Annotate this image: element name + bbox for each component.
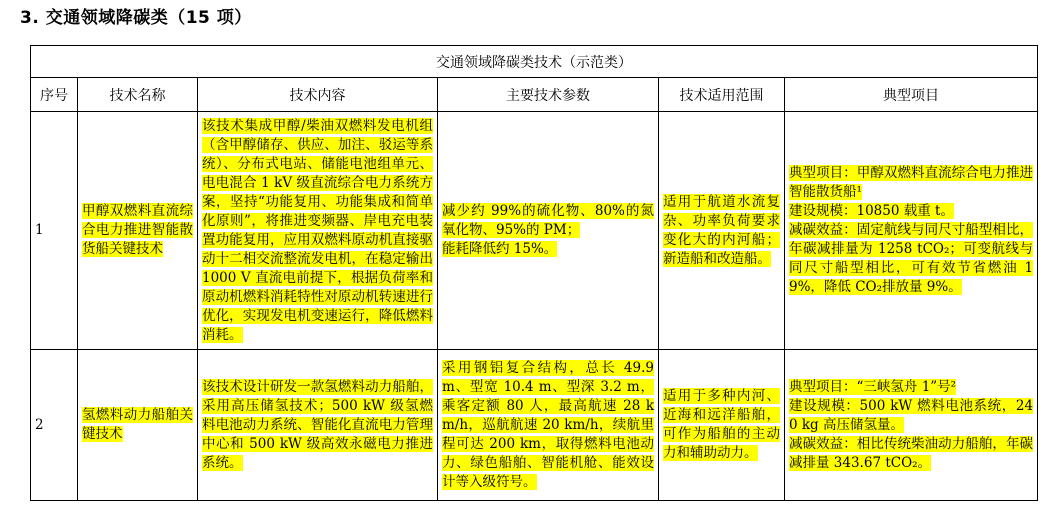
- section-title: 3. 交通领域降碳类（15 项）: [20, 8, 252, 28]
- row-seq: 2: [31, 350, 78, 501]
- row-main-params: [438, 112, 659, 350]
- tech-table: [30, 45, 1038, 501]
- table-header-row: [31, 78, 1038, 112]
- table-caption: 交通领域降碳类技术（示范类）: [31, 46, 1038, 78]
- tech-content-text: 该技术集成甲醇/柴油双燃料发电机组（含甲醇储存、供应、加注、驳运等系统）、分布式电站、储能电池组单元、电电混合 1 kV 级直流综合电力系统方案，坚持“功能复用、功能集成和简单化原则”，将推进变频器、岸电充电装置功能复用，应用双燃料原动机直接驱动十二相交流整流发电机，在稳定输出 1000 V 直流电前提下，根据负荷率和原动机燃料消耗特性对原动机转速进行优化，实现发电机变速运行，降低燃料消耗。: [202, 117, 433, 343]
- header-scope: 技术适用范围: [659, 78, 785, 112]
- row-tech-content: [198, 112, 438, 350]
- params-text: 减少约 99%的硫化物、80%的氮氧化物、95%的 PM；: [442, 203, 654, 238]
- project-name-text: 典型项目：甲醇双燃料直流综合电力推进智能散货船¹: [789, 165, 1034, 200]
- row-scope: [659, 112, 785, 350]
- row-typical-project: [785, 112, 1038, 350]
- row-seq: 1: [31, 112, 78, 350]
- project-benefit-text: 减碳效益：相比传统柴油动力船舶，年碳减排量 343.67 tCO₂。: [789, 435, 1034, 471]
- header-tech-content: 技术内容: [198, 78, 438, 112]
- scope-text: 适用于航道水流复杂、功率负荷要求变化大的内河船；新造船和改造船。: [663, 193, 780, 267]
- project-scale-text: 建设规模：10850 载重 t。: [789, 203, 954, 219]
- tech-content-text: 该技术设计研发一款氢燃料动力船舶，采用高压储氢技术；500 kW 级氢燃料电池动力系统、智能化直流电力管理中心和 500 kW 级高效永磁电力推进系统。: [202, 378, 433, 471]
- row-tech-name: [78, 112, 198, 350]
- row-main-params: [438, 350, 659, 501]
- header-typical-project: 典型项目: [785, 78, 1038, 112]
- tech-name-text: 甲醇双燃料直流综合电力推进智能散货船关键技术: [82, 203, 193, 257]
- header-tech-name: 技术名称: [78, 78, 198, 112]
- header-main-params: 主要技术参数: [438, 78, 659, 112]
- params-text: 能耗降低约 15%。: [442, 241, 558, 257]
- row-scope: [659, 350, 785, 501]
- tech-name-text: 氢燃料动力船舶关键技术: [82, 407, 193, 442]
- row-tech-name: [78, 350, 198, 501]
- table-row: [31, 112, 1038, 350]
- project-benefit-text: 减碳效益：固定航线与同尺寸船型相比，年碳减排量为 1258 tCO₂；可变航线与同尺寸船型相比，可有效节省燃油 19%，降低 CO₂排放量 9%。: [789, 222, 1034, 295]
- table-row: [31, 350, 1038, 501]
- params-text: 采用钢铝复合结构，总长 49.9 m、型宽 10.4 m、型深 3.2 m，乘客定额 80 人，最高航速 28 km/h，巡航航速 20 km/h，续航里程可达 200 km，取得燃料电池动力、绿色船舶、智能机舱、能效设计等入级符号。: [442, 359, 654, 490]
- row-tech-content: [198, 350, 438, 501]
- project-name-text: 典型项目：“三峡氢舟 1”号²: [789, 378, 957, 395]
- project-scale-text: 建设规模：500 kW 燃料电池系统，240 kg 高压储氢量。: [789, 397, 1034, 433]
- header-seq: 序号: [31, 78, 78, 112]
- scope-text: 适用于多种内河、近海和远洋船舶，可作为船舶的主动力和辅助动力。: [663, 388, 780, 461]
- table-caption-row: [31, 46, 1038, 78]
- row-typical-project: [785, 350, 1038, 501]
